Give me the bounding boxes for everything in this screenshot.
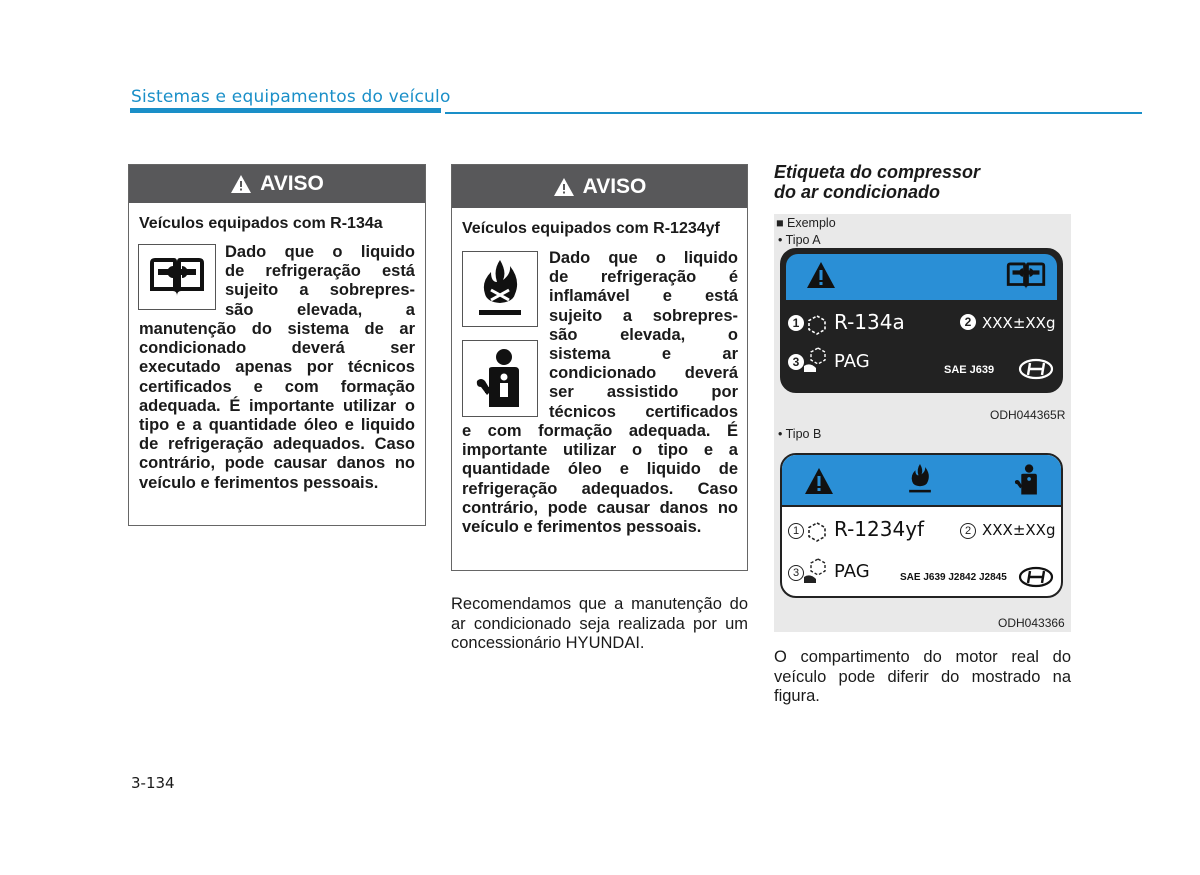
warning-triangle-icon	[553, 177, 575, 197]
owner-manual-wrench-icon	[146, 255, 208, 299]
figure-note: O compartimento do motor real do veículo pode diferir do mostrado na figura.	[774, 648, 1071, 705]
callout-2: 2	[960, 523, 976, 539]
flammable-pictogram	[462, 251, 538, 327]
callout-3: 3	[788, 354, 804, 370]
hyundai-logo-icon	[1018, 566, 1054, 588]
title-line: do ar condicionado	[774, 182, 941, 202]
warning-heading: AVISO	[260, 172, 324, 195]
type-b-label: • Tipo B	[778, 427, 822, 441]
refrigerant-icon	[806, 314, 828, 336]
text-line: condicionado deverá	[549, 364, 738, 383]
compressor-label-type-b	[780, 453, 1063, 598]
refrigerant-amount: XXX±XXg	[982, 314, 1056, 332]
warning-box-r1234yf	[451, 164, 748, 571]
manual-pictogram	[138, 244, 216, 310]
compressor-label-type-a	[780, 248, 1063, 393]
warning-box-r134a	[128, 164, 426, 526]
hyundai-logo-icon	[1018, 358, 1054, 380]
compressor-label-title	[774, 162, 980, 202]
warning-triangle-icon	[804, 467, 834, 495]
callout-1: 1	[788, 315, 804, 331]
refrigerant-amount: XXX±XXg	[982, 521, 1056, 539]
recommendation-text: Recomendamos que a manutenção do ar condicionado seja realizada por um concessionário HYUNDAI.	[451, 595, 748, 652]
warning-subtitle: Veículos equipados com R-134a	[139, 215, 383, 232]
text-line: Dado que o liquido	[549, 249, 738, 267]
warning-text-below: manutenção do sistema de ar condicionado deverá ser executado apenas por técnicos certificados e com formação adequada. É importante utilizar o tipo e a quantidade óleo e liquido de refrigeração adequados. Caso contrário, pode causar danos no veículo e ferimentos pessoais.	[139, 320, 415, 492]
header-rule-thin	[445, 112, 1142, 114]
text-line: de refrigeração é	[549, 268, 738, 287]
warning-subtitle: Veículos equipados com R-1234yf	[462, 220, 720, 237]
technician-pictogram	[462, 340, 538, 417]
oil-type: PAG	[834, 561, 870, 582]
technician-icon	[475, 347, 525, 411]
warning-triangle-icon	[806, 261, 836, 289]
section-title: Sistemas e equipamentos do veículo	[131, 87, 451, 107]
flame-icon	[473, 258, 527, 320]
flame-icon	[906, 463, 934, 495]
oil-type: PAG	[834, 351, 870, 372]
text-line: técnicos certificados	[549, 402, 738, 421]
technician-icon	[1014, 463, 1040, 497]
type-a-label: • Tipo A	[778, 233, 821, 247]
text-line: são elevada, a	[225, 300, 415, 319]
text-line: são elevada, o	[549, 325, 738, 344]
warning-text-beside	[549, 249, 738, 422]
owner-manual-wrench-icon	[1004, 260, 1048, 292]
example-label: ■ Exemplo	[776, 216, 836, 230]
title-line: Etiqueta do compressor	[774, 162, 981, 182]
warning-heading: AVISO	[582, 174, 647, 198]
oil-icon	[800, 346, 828, 374]
standard-code: SAE J639	[944, 364, 995, 376]
warning-text-beside	[225, 243, 415, 320]
oil-icon	[800, 557, 828, 585]
text-line: de refrigeração está	[225, 262, 415, 281]
text-line: sujeito a sobrepres-	[549, 306, 738, 325]
refrigerant-type: R-1234yf	[834, 517, 925, 541]
standard-code: SAE J639 J2842 J2845	[900, 572, 1007, 583]
warning-header	[452, 165, 747, 208]
warning-text-below: e com formação adequada. É importante utilizar o tipo e a quantidade óleo e liquido de refrigeração adequados. Caso contrário, pode causar danos no veículo e ferimentos pessoais.	[462, 422, 738, 537]
figure-code-a: ODH044365R	[990, 408, 1066, 422]
figure-code-b: ODH043366	[998, 616, 1065, 630]
callout-1: 1	[788, 523, 804, 539]
text-line: Dado que o liquido	[225, 243, 415, 261]
header-rule-thick	[130, 108, 441, 113]
callout-3: 3	[788, 565, 804, 581]
refrigerant-type: R-134a	[834, 310, 905, 334]
text-line: sistema e ar	[549, 345, 738, 364]
refrigerant-icon	[806, 521, 828, 543]
callout-2: 2	[960, 314, 976, 330]
warning-triangle-icon	[230, 174, 252, 194]
text-line: inflamável e está	[549, 287, 738, 306]
warning-header	[129, 165, 425, 203]
text-line: ser assistido por	[549, 383, 738, 402]
page-number: 3-134	[131, 774, 175, 792]
text-line: sujeito a sobrepres-	[225, 281, 415, 300]
